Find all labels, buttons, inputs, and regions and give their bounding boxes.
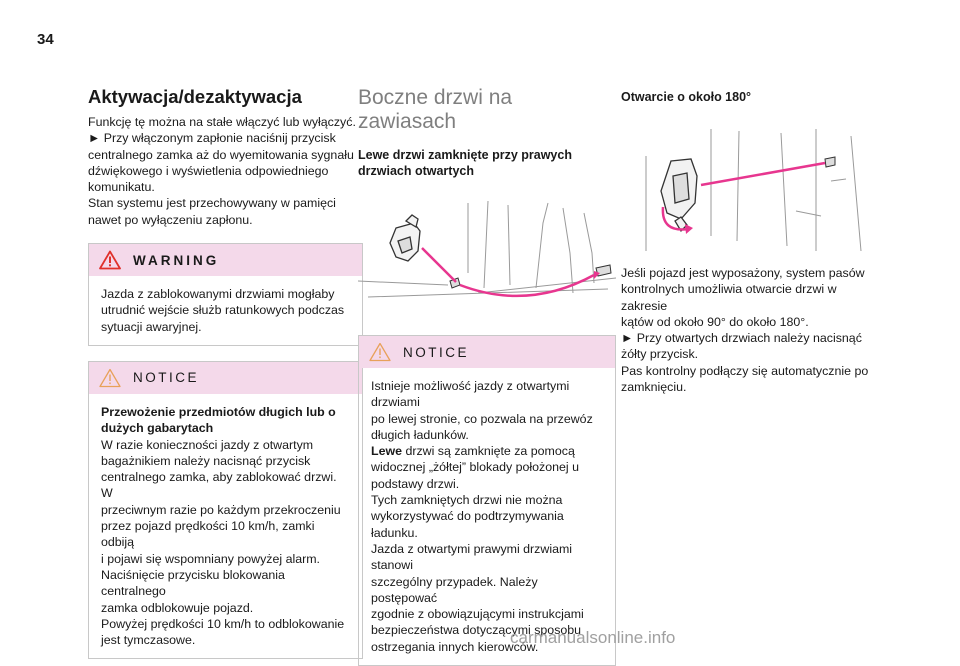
door-strap-illustration — [621, 121, 881, 251]
column-side-doors — [358, 86, 616, 666]
text-line: Funkcję tę można na stałe włączyć lub wyłączyć. — [88, 115, 356, 129]
warning-label: WARNING — [133, 252, 220, 268]
text-line: Stan systemu jest przechowywany w pamięci — [88, 196, 336, 211]
text-line: bagażnikiem należy nacisnąć przycisk — [101, 453, 311, 468]
text-line: Jazda z otwartymi prawymi drzwiami stanowi — [371, 541, 573, 573]
text-line: zgodnie z obowiązującymi instrukcjami — [371, 607, 584, 622]
title-line: zawiasach — [358, 110, 457, 133]
activation-text — [88, 114, 363, 228]
text-line: wykorzystywać do podtrzymywania ładunku. — [371, 509, 564, 540]
text-line — [371, 443, 603, 459]
notice-triangle-icon — [369, 342, 391, 362]
text-line: kontrolnych umożliwia otwarcie drzwi w zakresie — [621, 282, 837, 313]
text-span: drzwi są zamknięte za pomocą — [402, 444, 575, 459]
notice-heading: Przewożenie przedmiotów długich lub o — [101, 404, 336, 419]
text-line: Tych zamkniętych drzwi nie można — [371, 493, 563, 508]
text-line: jest tymczasowe. — [101, 633, 196, 648]
text-line: Jeśli pojazd jest wyposażony, system pasów — [621, 266, 865, 280]
warning-box — [88, 243, 363, 346]
subsection-title — [358, 147, 616, 179]
text-line: Pas kontrolny podłączy się automatycznie po — [621, 363, 869, 378]
page-number: 34 — [37, 31, 54, 48]
watermark: carmanualsonline.info — [510, 628, 676, 647]
text-line: Istnieje możliwość jazdy z otwartymi drzwiami — [371, 379, 570, 410]
text-line: ► Przy otwartych drzwiach należy nacisnąć — [621, 331, 862, 346]
notice-box — [358, 335, 616, 666]
notice-body — [359, 368, 615, 665]
title-line: Boczne drzwi na — [358, 86, 513, 109]
subtitle-line: drzwiach otwartych — [358, 164, 474, 178]
notice-label: NOTICE — [403, 344, 470, 360]
subtitle-line: Lewe drzwi zamknięte przy prawych — [358, 148, 572, 162]
text-line: W razie konieczności jazdy z otwartym — [101, 437, 314, 452]
text-line: ostrzegania innych kierowców. — [371, 639, 539, 654]
text-line: przez pojazd prędkości 10 km/h, zamki odbiją — [101, 519, 315, 550]
text-line: dźwiękowego i wyświetlenia odpowiedniego — [88, 163, 329, 178]
warning-header — [89, 244, 362, 276]
text-line: zamknięciu. — [621, 380, 687, 395]
notice-label: NOTICE — [133, 370, 200, 386]
text-line: przeciwnym razie po każdym przekroczeniu — [101, 502, 341, 517]
text-line: ► Przy włączonym zapłonie naciśnij przycisk — [88, 131, 336, 146]
text-line: utrudnić wejście służb ratunkowych podczas — [101, 303, 345, 318]
text-line: szczególny przypadek. Należy postępować — [371, 574, 538, 605]
notice-heading: dużych gabarytach — [101, 421, 214, 436]
text-line: po lewej stronie, co pozwala na przewóz — [371, 411, 593, 426]
text-line: żółty przycisk. — [621, 347, 699, 362]
warning-triangle-icon — [99, 250, 121, 270]
notice-triangle-icon — [99, 368, 121, 388]
text-line: centralnego zamka, aby zablokować drzwi. W — [101, 470, 337, 501]
subsection-title: Otwarcie o około 180° — [621, 90, 752, 104]
bold-word: Lewe — [371, 444, 402, 459]
notice-header — [89, 362, 362, 394]
notice-header — [359, 336, 615, 368]
text-line: Jazda z zablokowanymi drzwiami mogłaby — [101, 287, 335, 302]
text-line: długich ładunków. — [371, 427, 469, 442]
text-line: widocznej „żółtej” blokady położonej u — [371, 460, 580, 475]
column-opening-180 — [621, 86, 881, 395]
notice-body — [89, 394, 362, 658]
column-activation — [88, 86, 363, 659]
text-line: Powyżej prędkości 10 km/h to odblokowanie — [101, 616, 345, 631]
text-line: kątów od około 90° do około 180°. — [621, 314, 809, 329]
opening-text — [621, 265, 881, 395]
text-line: zamka odblokowuje pojazd. — [101, 600, 254, 615]
text-line: komunikatu. — [88, 180, 155, 195]
text-line: sytuacji awaryjnej. — [101, 319, 202, 334]
text-line: podstawy drzwi. — [371, 476, 460, 491]
text-line: Naciśnięcie przycisku blokowania centralnego — [101, 567, 285, 599]
warning-body — [89, 276, 362, 345]
section-title-hinged-doors — [358, 86, 616, 134]
text-line: nawet po wyłączeniu zapłonu. — [88, 212, 253, 227]
text-line: i pojawi się wspomniany powyżej alarm. — [101, 551, 320, 566]
section-title: Aktywacja/dezaktywacja — [88, 86, 302, 107]
door-lock-illustration — [358, 193, 616, 313]
text-line: bezpieczeństwa dotyczącymi sposobu — [371, 623, 582, 638]
notice-box — [88, 361, 363, 659]
text-line: centralnego zamka aż do wyemitowania sygnału — [88, 147, 354, 162]
